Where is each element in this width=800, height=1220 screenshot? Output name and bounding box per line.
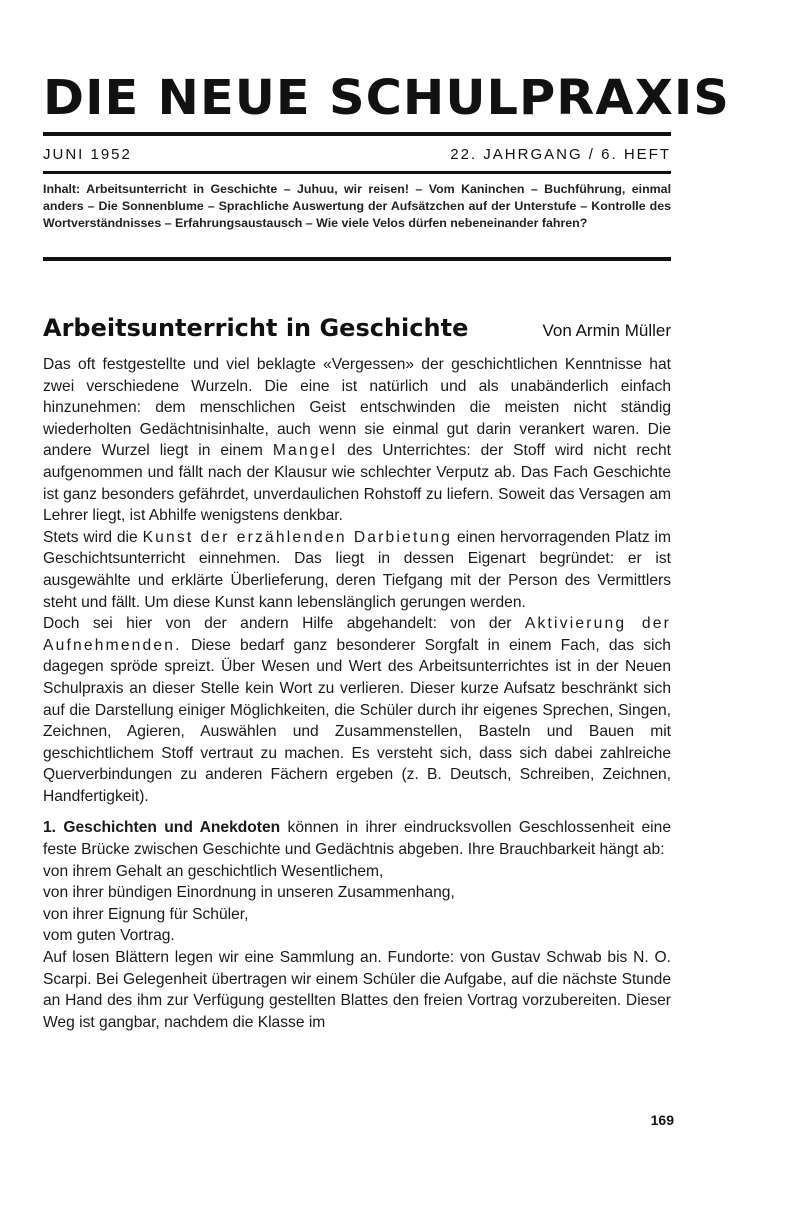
- issue-date: JUNI 1952: [43, 146, 132, 163]
- issue-number: 22. JAHRGANG / 6. HEFT: [450, 146, 671, 163]
- article-header: [43, 314, 671, 342]
- paragraph-text: können in ihrer eindrucksvollen Geschlossenheit eine feste Brücke zwischen Geschichte und Gedächtnis abgeben. Ihre Brauchbarkeit hängt ab:: [43, 819, 671, 859]
- emphasis-text: Kunst der erzählenden Darbietung: [142, 528, 453, 546]
- table-of-contents: [43, 181, 671, 232]
- list-item: von ihrer bündigen Einordnung in unseren Zusammenhang,: [43, 884, 455, 902]
- journal-title: DIE NEUE SCHULPRAXIS: [43, 70, 730, 126]
- list-item: vom guten Vortrag.: [43, 927, 175, 945]
- divider-rule: [43, 171, 671, 174]
- page-number: 169: [650, 1112, 674, 1128]
- paragraph-text: einen hervorragenden Platz im Geschichtsunterricht einnehmen. Das liegt in dessen Eigenart begründet: er ist ausgewählte und erklärte Überlieferung, deren Tiefgang mit der Person des Vermittlers steht und fällt. Um diese Kunst kann lebenslänglich gerungen werden.: [43, 528, 671, 611]
- paragraph-text: des Unterrichtes: der Stoff wird nicht recht aufgenommen und fällt nach der Klausur wie schlechter Verputz ab. Das Fach Geschichte ist ganz besonders gefährdet, unverdaulichen Rohstoff zu liefern. Soweit das Versagen am Lehrer liegt, ist Abhilfe wenigstens denkbar.: [43, 442, 671, 525]
- paragraph-text: Diese bedarf ganz besonderer Sorgfalt in einem Fach, das sich dagegen spröde spreizt. Über Wesen und Wert des Arbeitsunterrichtes ist in der Neuen Schulpraxis an dieser Stelle kein Wort zu verlieren. Dieser kurze Aufsatz beschränkt sich auf die Darstellung einiger Möglichkeiten, die Schüler durch ihr eigenes Sprechen, Singen, Zeichnen, Agieren, Auswählen und Zusammenstellen, Basteln und Bauen mit geschichtlichem Stoff vertraut zu machen. Es versteht sich, dass sich dabei zahlreiche Querverbindungen zu anderen Fächern ergeben (z. B. Deutsch, Schreiben, Zeichnen, Handfertigkeit).: [43, 636, 671, 805]
- section-heading: 1. Geschichten und Anekdoten: [43, 819, 281, 837]
- emphasis-text: Mangel: [272, 442, 338, 460]
- divider-rule: [43, 257, 671, 261]
- article-body: [43, 354, 671, 1033]
- paragraph-text: Das oft festgestellte und viel beklagte «Vergessen» der geschichtlichen Kenntnisse hat zwei verschiedene Wurzeln. Die eine ist natürlich und als unabänderlich einfach hinzunehmen: dem menschlichen Geist entschwinden die meisten nicht ständig wiederholten Gedächtnisinhalte, auch wenn sie einmal gut darin verankert waren. Die andere Wurzel liegt in einem: [43, 356, 671, 460]
- article-title: Arbeitsunterricht in Geschichte: [43, 314, 469, 342]
- emphasis-text: Aktivierung der Aufnehmenden.: [43, 615, 672, 654]
- divider-rule: [43, 132, 671, 136]
- paragraph: Auf losen Blättern legen wir eine Sammlung an. Fundorte: von Gustav Schwab bis N. O. Scarpi. Bei Gelegenheit übertragen wir einem Schüler die Aufgabe, auf die nächste Stunde an Hand des ihm zur Verfügung gestellten Blattes den freien Vortrag vorzubereiten. Dieser Weg ist gangbar, nachdem die Klasse im: [43, 949, 671, 1031]
- paragraph-text: Doch sei hier von der andern Hilfe abgehandelt: von der: [43, 615, 512, 633]
- article-author: Von Armin Müller: [542, 321, 671, 340]
- list-item: von ihrem Gehalt an geschichtlich Wesentlichem,: [43, 862, 384, 880]
- paragraph: [43, 613, 671, 807]
- issue-info: [43, 146, 671, 163]
- list-item: von ihrer Eignung für Schüler,: [43, 905, 249, 923]
- contents-text: Arbeitsunterricht in Geschichte – Juhuu, wir reisen! – Vom Kaninchen – Buchführung, einmal anders – Die Sonnenblume – Sprachliche Auswertung der Aufsätzchen auf der Unterstufe – Kontrolle des Wortverständnisses – Erfahrungsaustausch – Wie viele Velos dürfen nebeneinander fahren?: [43, 182, 672, 230]
- paragraph: [43, 527, 671, 613]
- paragraph: [43, 354, 671, 527]
- contents-label: Inhalt:: [43, 182, 81, 196]
- paragraph-text: Stets wird die: [43, 528, 138, 546]
- section-paragraph: [43, 817, 671, 860]
